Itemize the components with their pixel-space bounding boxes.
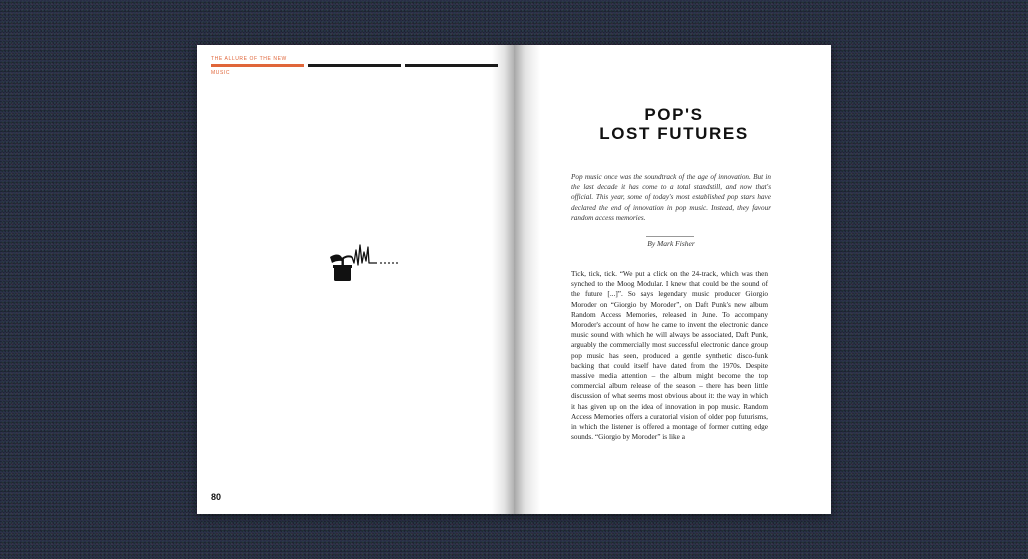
- article-body: Tick, tick, tick. “We put a click on the 24-track, which was then synched to the Moog Modular. I knew that could be the sound of the future [...]”. So says legendary music producer Giorgio Moroder on “Giorgio by Moroder”, on Daft Punk's new album Random Access Memories, released in June. To accompany Moroder's account of how he came to invent the electronic dance music sound with which he will always be associated, Daft Punk, arguably the commercially most successful electronic dance group pop music has seen, produced a gentle synthetic disco-funk backing that could itself have dated from the 1970s. Despite massive media attention – the album might become the top commercial album release of the season – there has been little discussion of what seems most obvious about it: the way in which it has given up on the idea of innovation in pop music. Random Access Memories offers a curatorial vision of older pop futurisms, in which the listener is offered a montage of former cutting edge sounds. “Giorgio by Moroder” is like a: [571, 269, 768, 442]
- section-rule-accent: [211, 64, 304, 67]
- article-standfirst: Pop music once was the soundtrack of the age of innovation. But in the last decade it has come to a total standstill, and now that's official. This year, some of today's most established pop stars have declared the end of innovation in pop music. Instead, they favour random access memories.: [571, 173, 771, 222]
- page-number: 80: [211, 492, 222, 502]
- section-rule: [308, 64, 401, 67]
- section-label: THE ALLURE OF THE NEW: [211, 56, 287, 62]
- article-title-line: POP'S: [644, 105, 704, 124]
- article-byline: By Mark Fisher: [647, 239, 695, 248]
- gutter-shadow: [492, 45, 514, 514]
- section-rule: [405, 64, 498, 67]
- gramophone-icon: [328, 241, 408, 287]
- left-page: [197, 45, 514, 514]
- article-title: [554, 105, 794, 143]
- right-page: [514, 45, 831, 514]
- magazine-spread: [197, 45, 831, 514]
- section-sublabel: MUSIC: [211, 70, 231, 76]
- article-title-line: LOST FUTURES: [599, 124, 749, 143]
- gutter-shadow: [514, 45, 540, 514]
- byline-divider: [646, 236, 694, 237]
